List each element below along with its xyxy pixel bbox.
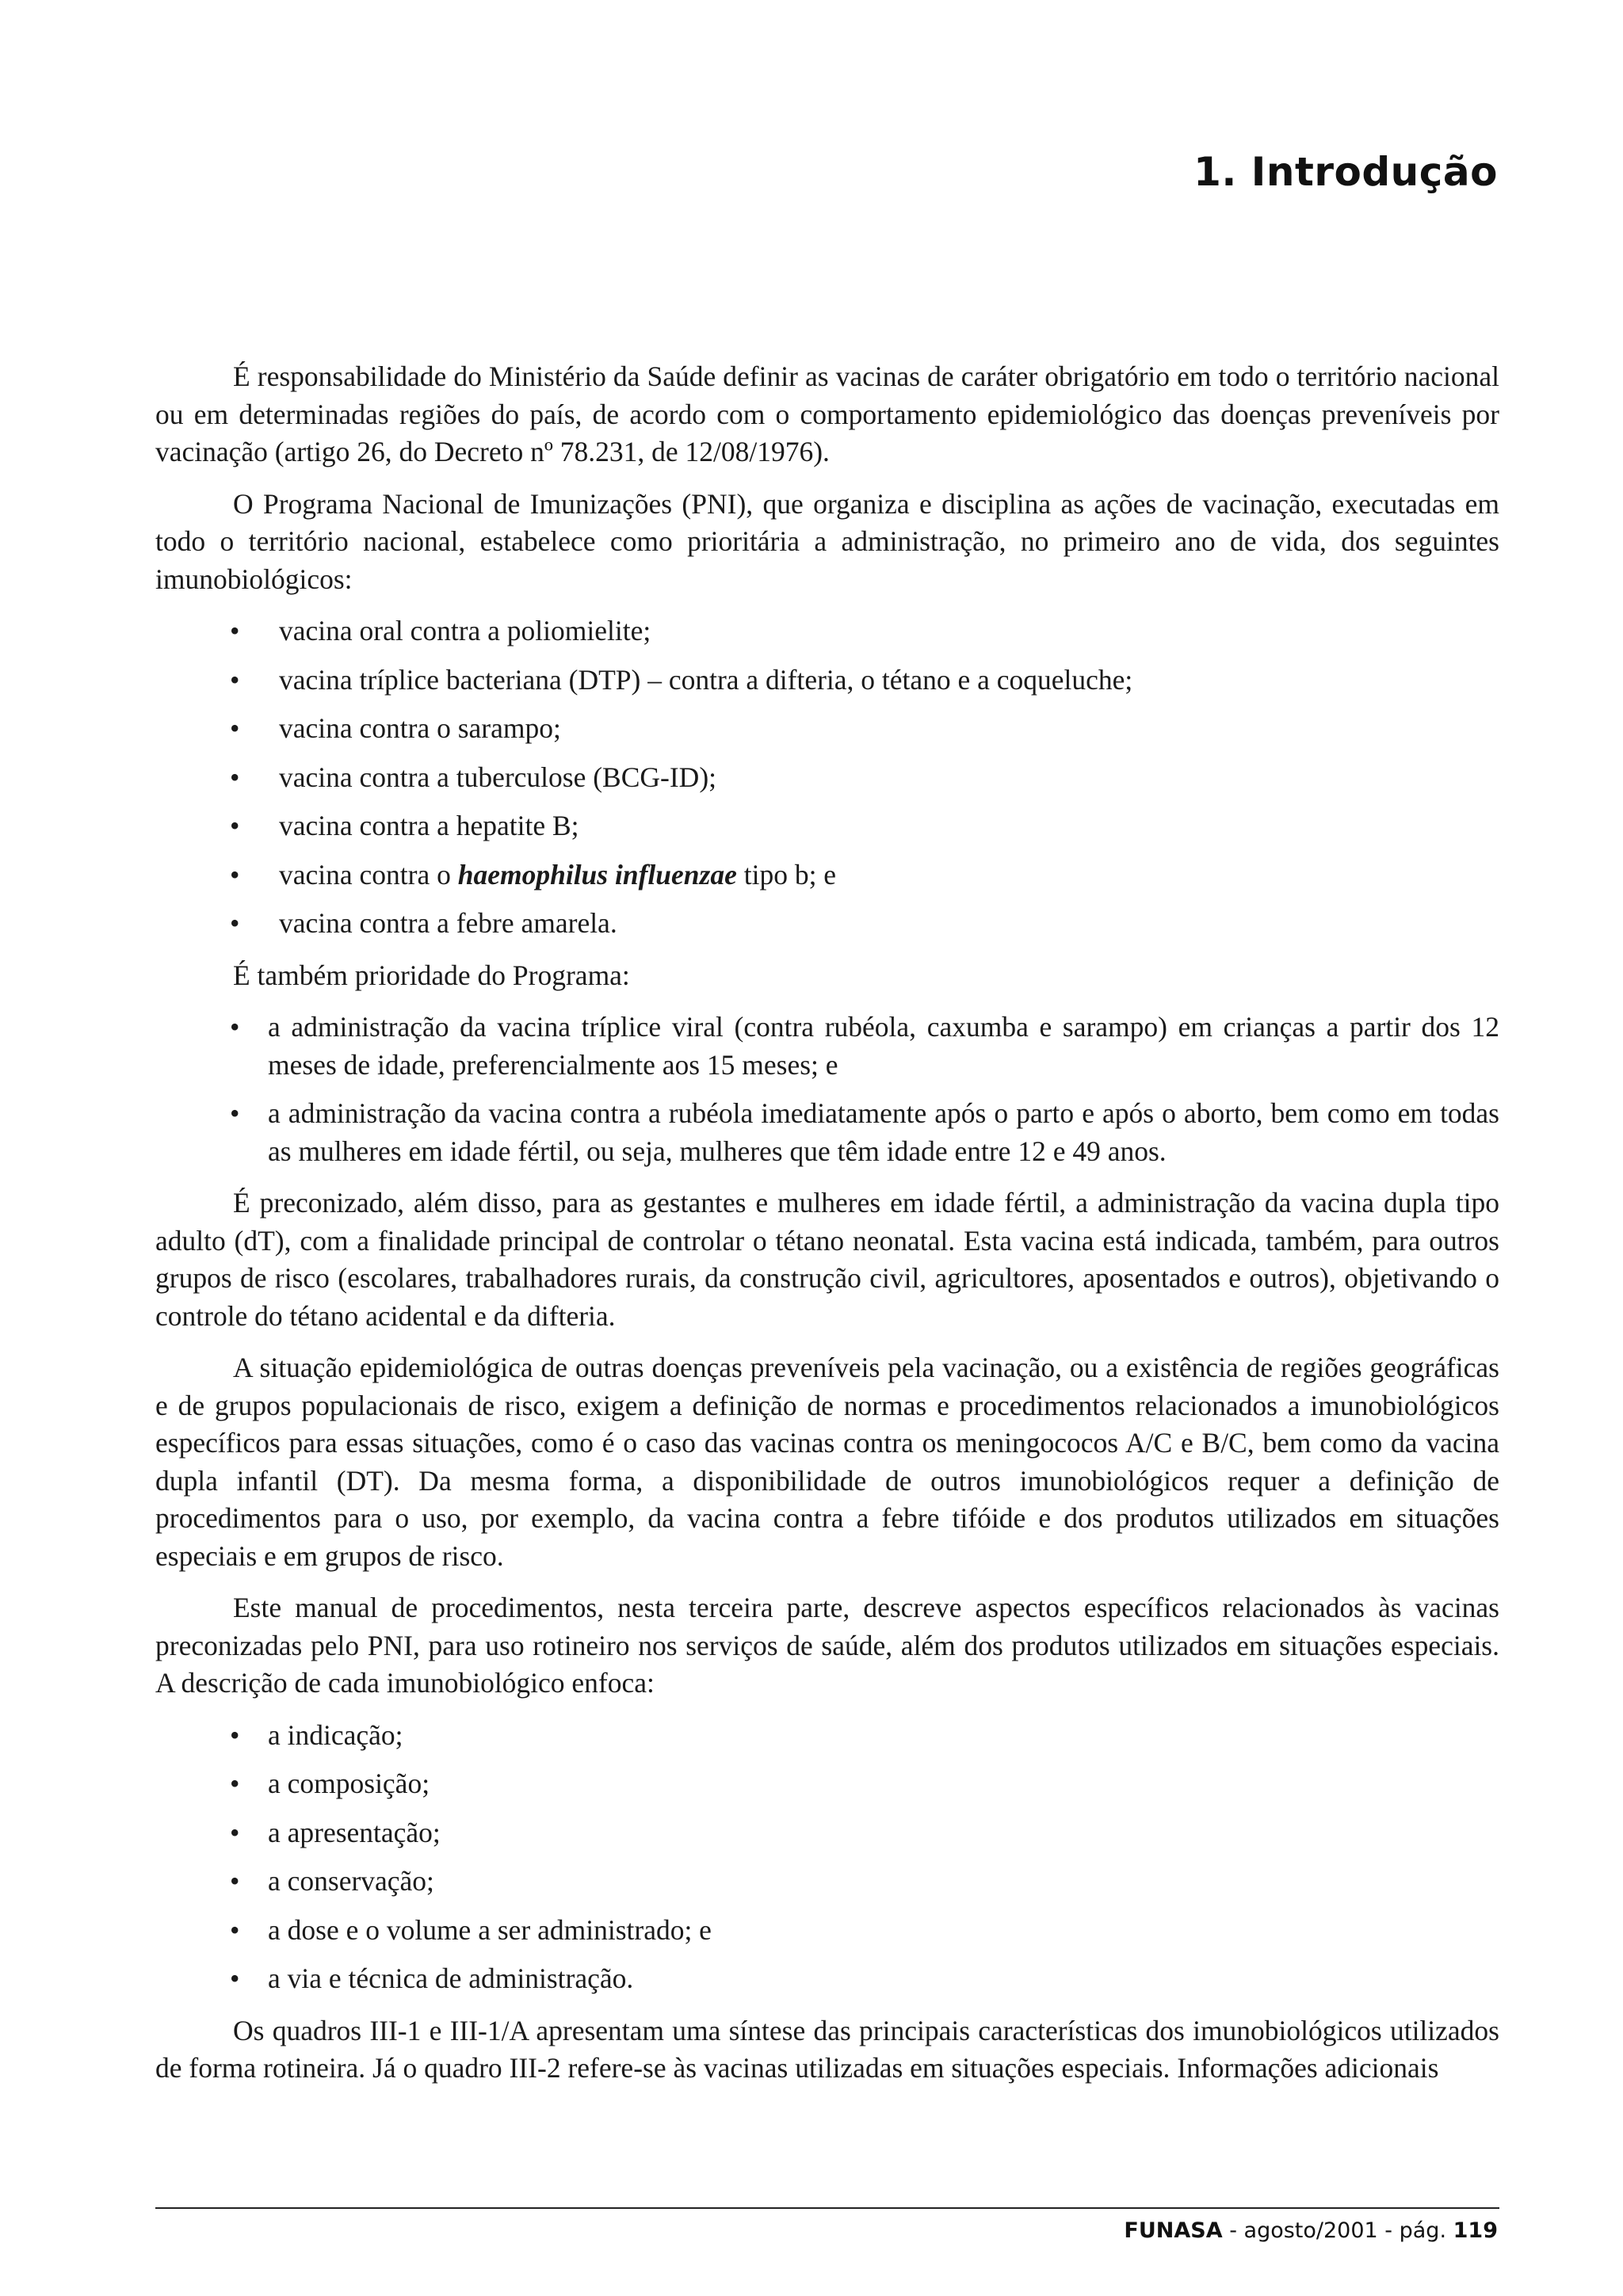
- paragraph: É preconizado, além disso, para as gestantes e mulheres em idade fértil, a administração da vacina dupla tipo adulto (dT), com a finalidade principal de controlar o tétano neonatal. Esta vacina está indicada, também, para outros grupos de risco (escolares, trabalhadores rurais, da construção civil, agricultores, aposentados e outros), objetivando o controle do tétano acidental e da difteria.: [155, 1187, 1499, 1332]
- footer-org: FUNASA: [1124, 2218, 1223, 2243]
- list-item: • vacina contra a febre amarela.: [155, 905, 1499, 943]
- paragraph: O Programa Nacional de Imunizações (PNI), que organiza e disciplina as ações de vacinação, executadas em todo o território nacional, estabelece como prioritária a administração, no primeiro ano de vida, dos seguintes imunobiológicos:: [155, 487, 1499, 595]
- paragraph: A situação epidemiológica de outras doenças preveníveis pela vacinação, ou a existência de regiões geográficas e de grupos populacionais de risco, exigem a definição de normas e procedimentos relacionados a imunobiológicos específicos para essas situações, como é o caso das vacinas contra os meningococos A/C e B/C, bem como da vacina dupla infantil (DT). Da mesma forma, a disponibilidade de outros imunobiológicos requer a definição de procedimentos para o uso, por exemplo, da vacina contra a febre tifóide e dos produtos utilizados em situações especiais e em grupos de risco.: [155, 1352, 1499, 1572]
- footer-divider: [155, 2207, 1499, 2209]
- list-item: • vacina oral contra a poliomielite;: [155, 612, 1499, 650]
- list-item: • vacina contra a hepatite B;: [155, 807, 1499, 845]
- paragraph: É responsabilidade do Ministério da Saúde definir as vacinas de caráter obrigatório em todo o território nacional ou em determinadas regiões do país, de acordo com o comportamento epidemiológico das doenças preveníveis por vacinação (artigo 26, do Decreto nº 78.231, de 12/08/1976).: [155, 360, 1499, 467]
- priority-list: [155, 1009, 1499, 1170]
- list-item-text: tipo b; e: [736, 858, 837, 891]
- list-item: • a administração da vacina tríplice viral (contra rubéola, caxumba e sarampo) em crianças a partir dos 12 meses de idade, preferencialmente aos 15 meses; e: [155, 1009, 1499, 1084]
- list-item: • a dose e o volume a ser administrado; e: [155, 1912, 1499, 1950]
- list-item: • vacina contra o sarampo;: [155, 710, 1499, 748]
- species-name: haemophilus influenzae: [457, 858, 737, 891]
- footer-date: - agosto/2001 - pág.: [1222, 2218, 1453, 2243]
- list-item: • vacina contra a tuberculose (BCG-ID);: [155, 759, 1499, 797]
- document-body: [155, 358, 1499, 2102]
- list-item: • a administração da vacina contra a rubéola imediatamente após o parto e após o aborto, bem como em todas as mulheres em idade fértil, ou seja, mulheres que têm idade entre 12 e 49 anos.: [155, 1095, 1499, 1170]
- page-number: 119: [1453, 2218, 1498, 2243]
- paragraph: Os quadros III-1 e III-1/A apresentam uma síntese das principais características dos imunobiológicos utilizados de forma rotineira. Já o quadro III-2 refere-se às vacinas utilizadas em situações especiais. Informações adicionais: [155, 2014, 1499, 2084]
- list-item: • vacina tríplice bacteriana (DTP) – contra a difteria, o tétano e a coqueluche;: [155, 662, 1499, 700]
- list-item: • a indicação;: [155, 1717, 1499, 1755]
- paragraph: É também prioridade do Programa:: [233, 959, 630, 991]
- list-item: • a composição;: [155, 1765, 1499, 1803]
- list-item: • a via e técnica de administração.: [155, 1960, 1499, 1998]
- list-item: • a apresentação;: [155, 1814, 1499, 1852]
- vaccine-list: [155, 612, 1499, 943]
- paragraph: Este manual de procedimentos, nesta terceira parte, descreve aspectos específicos relacionados às vacinas preconizadas pelo PNI, para uso rotineiro nos serviços de saúde, além dos produtos utilizados em situações especiais. A descrição de cada imunobiológico enfoca:: [155, 1592, 1499, 1699]
- focus-list: [155, 1717, 1499, 1998]
- page-footer: [1124, 2218, 1498, 2243]
- page-title: 1. Introdução: [1193, 149, 1498, 195]
- list-item-text: vacina contra o: [279, 858, 458, 891]
- list-item: [155, 856, 1499, 894]
- list-item: • a conservação;: [155, 1863, 1499, 1901]
